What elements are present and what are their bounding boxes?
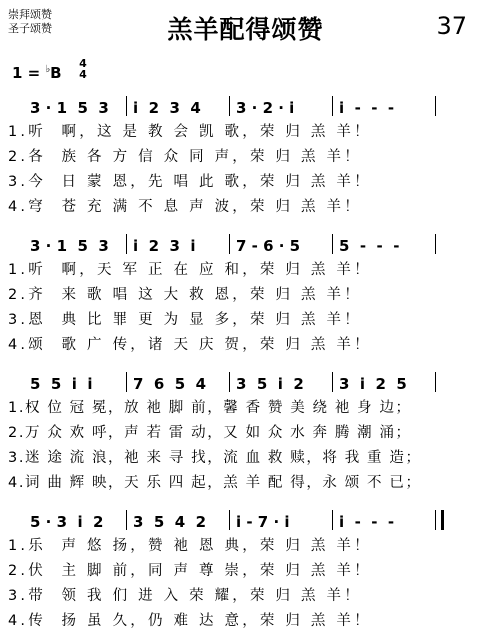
barline (126, 510, 127, 530)
barline (435, 372, 436, 392)
measure: i - - - (339, 513, 395, 531)
key-prefix: 1 = (12, 64, 46, 82)
barline (435, 234, 436, 254)
lyric-line: 4.颂 歌 广 传，诸 天 庆 贺，荣 归 羔 羊！ (8, 337, 372, 353)
measure: 3 · 1 5 3 (30, 99, 109, 117)
time-signature-bottom: 4 (79, 68, 87, 81)
notation-line (8, 372, 476, 396)
barline (332, 510, 333, 530)
notation-line (8, 234, 476, 258)
lyric-line: 3.今 日 蒙 恩，先 唱 此 歌，荣 归 羔 羊！ (8, 174, 372, 190)
lyric-line: 2.万 众 欢 呼，声 若 雷 动，又 如 众 水 奔 腾 潮 涌； (8, 425, 412, 441)
measure: 5 · 3 i 2 (30, 513, 104, 531)
lyric-line: 3.迷 途 流 浪，祂 来 寻 找，流 血 救 赎，将 我 重 造； (8, 450, 422, 466)
lyric-line: 1.听 啊，这 是 教 会 凯 歌，荣 归 羔 羊！ (8, 124, 372, 140)
measure: 3 · 2 · i (236, 99, 295, 117)
lyric-line: 2.伏 主 脚 前，同 声 尊 崇，荣 归 羔 羊！ (8, 563, 372, 579)
barline (229, 234, 230, 254)
lyric-line: 4.词 曲 辉 映，天 乐 四 起，羔 羊 配 得，永 颂 不 已； (8, 475, 422, 491)
music-system-1 (8, 96, 476, 220)
lyric-line: 1.乐 声 悠 扬，赞 祂 恩 典，荣 归 羔 羊！ (8, 538, 372, 554)
measure: 7 - 6 · 5 (236, 237, 301, 255)
hymn-title: 羔羊配得颂赞 (167, 15, 324, 44)
barline (126, 96, 127, 116)
source-category-primary: 崇拜颂赞 (8, 8, 52, 21)
music-system-3 (8, 372, 476, 496)
lyric-line: 1.权 位 冠 冕，放 祂 脚 前，馨 香 赞 美 绕 祂 身 边； (8, 400, 412, 416)
barline (332, 234, 333, 254)
barline (332, 372, 333, 392)
barline (332, 96, 333, 116)
measure: i 2 3 i (133, 237, 196, 255)
barline (435, 96, 436, 116)
music-system-2 (8, 234, 476, 358)
measure: 5 5 i i (30, 375, 93, 393)
measure: 3 i 2 5 (339, 375, 407, 393)
measure: 7 6 5 4 (133, 375, 207, 393)
key-signature (12, 64, 62, 82)
lyric-line: 4.传 扬 虽 久，仍 难 达 意，荣 归 羔 羊！ (8, 613, 372, 629)
lyric-line: 4.穹 苍 充 满 不 息 声 波，荣 归 羔 羊！ (8, 199, 362, 215)
lyric-line: 1.听 啊，天 军 正 在 应 和，荣 归 羔 羊！ (8, 262, 372, 278)
music-system-4 (8, 510, 476, 634)
measure: i - - - (339, 99, 395, 117)
measure: 3 5 4 2 (133, 513, 207, 531)
source-category-secondary: 圣子颂赞 (8, 22, 52, 35)
measure: 3 5 i 2 (236, 375, 304, 393)
barline (126, 372, 127, 392)
notation-line (8, 510, 476, 534)
hymn-number: 37 (436, 12, 467, 40)
measure: 3 · 1 5 3 (30, 237, 109, 255)
lyric-line: 3.带 领 我 们 进 入 荣 耀，荣 归 羔 羊！ (8, 588, 362, 604)
notation-line (8, 96, 476, 120)
flat-symbol: ♭ (45, 64, 51, 75)
barline (229, 96, 230, 116)
final-barline (435, 510, 444, 530)
key-letter: B (50, 64, 62, 82)
lyric-line: 3.恩 典 比 罪 更 为 显 多，荣 归 羔 羊！ (8, 312, 362, 328)
barline (126, 234, 127, 254)
lyric-line: 2.齐 来 歌 唱 这 大 救 恩，荣 归 羔 羊！ (8, 287, 362, 303)
measure: i - 7 · i (236, 513, 290, 531)
time-signature (76, 58, 90, 80)
measure: i 2 3 4 (133, 99, 201, 117)
measure: 5 - - - (339, 237, 400, 255)
barline (229, 510, 230, 530)
barline (229, 372, 230, 392)
lyric-line: 2.各 族 各 方 信 众 同 声，荣 归 羔 羊！ (8, 149, 362, 165)
time-signature-top: 4 (79, 57, 87, 70)
